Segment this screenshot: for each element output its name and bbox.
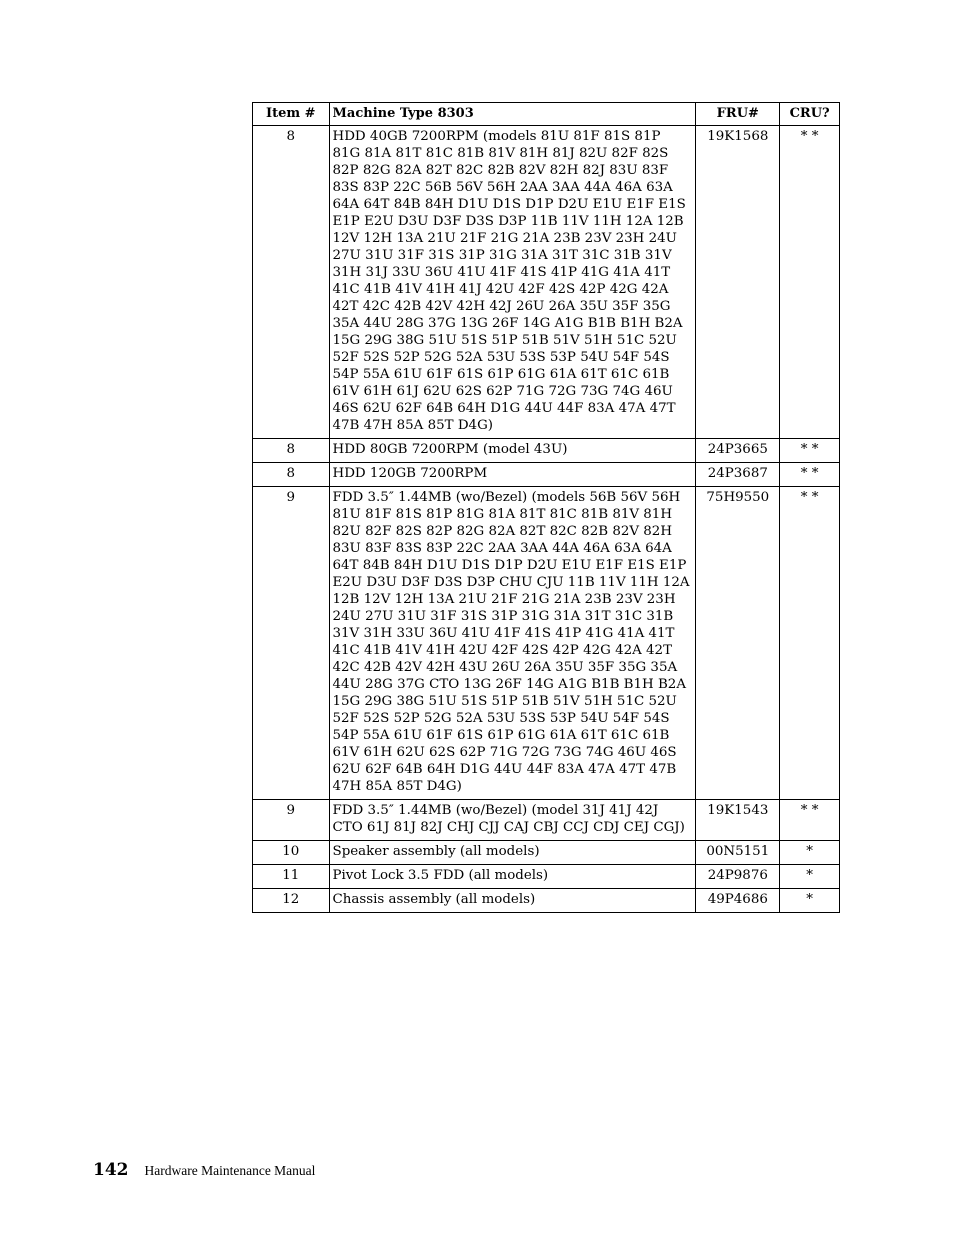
cell-cru: * *: [780, 439, 840, 463]
table-header-row: [253, 103, 840, 126]
table-row: [253, 889, 840, 913]
cell-item-number: 12: [253, 889, 330, 913]
fru-parts-table: [252, 102, 840, 913]
cell-item-number: 11: [253, 865, 330, 889]
cell-cru: *: [780, 889, 840, 913]
table-header: [253, 103, 840, 126]
table-row: [253, 439, 840, 463]
cell-item-number: 8: [253, 126, 330, 439]
cell-fru-number: 19K1568: [696, 126, 780, 439]
header-cru: CRU?: [780, 103, 840, 126]
cell-description: FDD 3.5″ 1.44MB (wo/Bezel) (model 31J 41J 42J CTO 61J 81J 82J CHJ CJJ CAJ CBJ CCJ CDJ CEJ CGJ): [329, 800, 696, 841]
cell-cru: *: [780, 841, 840, 865]
cell-item-number: 9: [253, 800, 330, 841]
header-fru-number: FRU#: [696, 103, 780, 126]
cell-fru-number: 19K1543: [696, 800, 780, 841]
cell-cru: * *: [780, 487, 840, 800]
page-number: 142: [93, 1160, 129, 1180]
header-machine-type: Machine Type 8303: [329, 103, 696, 126]
table-row: [253, 126, 840, 439]
cell-cru: * *: [780, 463, 840, 487]
table-row: [253, 463, 840, 487]
cell-cru: * *: [780, 800, 840, 841]
cell-fru-number: 24P9876: [696, 865, 780, 889]
cell-fru-number: 75H9550: [696, 487, 780, 800]
cell-item-number: 9: [253, 487, 330, 800]
cell-fru-number: 24P3665: [696, 439, 780, 463]
cell-description: FDD 3.5″ 1.44MB (wo/Bezel) (models 56B 56V 56H 81U 81F 81S 81P 81G 81A 81T 81C 81B 81V 81H 82U 82F 82S 82P 82G 82A 82T 82C 82B 82V 82H 83U 83F 83S 83P 22C 2AA 3AA 44A 46A 63A 64A 64T 84B 84H D1U D1S D1P D2U E1U E1F E1S E1P E2U D3U D3F D3S D3P CHU CJU 11B 11V 11H 12A 12B 12V 12H 13A 21U 21F 21G 21A 23B 23V 23H 24U 27U 31U 31F 31S 31P 31G 31A 31T 31C 31B 31V 31H 33U 36U 41U 41F 41S 41P 41G 41A 41T 41C 41B 41V 41H 42U 42F 42S 42P 42G 42A 42T 42C 42B 42V 42H 43U 26U 26A 35U 35F 35G 35A 44U 28G 37G CTO 13G 26F 14G A1G B1B B1H B2A 15G 29G 38G 51U 51S 51P 51B 51V 51H 51C 52U 52F 52S 52P 52G 52A 53U 53S 53P 54U 54F 54S 54P 55A 61U 61F 61S 61P 61G 61A 61T 61C 61B 61V 61H 62U 62S 62P 71G 72G 73G 74G 46U 46S 62U 62F 64B 64H D1G 44U 44F 83A 47A 47T 47B 47H 85A 85T D4G): [329, 487, 696, 800]
cell-fru-number: 24P3687: [696, 463, 780, 487]
cell-description: Chassis assembly (all models): [329, 889, 696, 913]
cell-fru-number: 00N5151: [696, 841, 780, 865]
cell-cru: * *: [780, 126, 840, 439]
cell-description: HDD 40GB 7200RPM (models 81U 81F 81S 81P 81G 81A 81T 81C 81B 81V 81H 81J 82U 82F 82S 82P 82G 82A 82T 82C 82B 82V 82H 82J 83U 83F 83S 83P 22C 56B 56V 56H 2AA 3AA 44A 46A 63A 64A 64T 84B 84H D1U D1S D1P D2U E1U E1F E1S E1P E2U D3U D3F D3S D3P 11B 11V 11H 12A 12B 12V 12H 13A 21U 21F 21G 21A 23B 23V 23H 24U 27U 31U 31F 31S 31P 31G 31A 31T 31C 31B 31V 31H 31J 33U 36U 41U 41F 41S 41P 41G 41A 41T 41C 41B 41V 41H 41J 42U 42F 42S 42P 42G 42A 42T 42C 42B 42V 42H 42J 26U 26A 35U 35F 35G 35A 44U 28G 37G 13G 26F 14G A1G B1B B1H B2A 15G 29G 38G 51U 51S 51P 51B 51V 51H 51C 52U 52F 52S 52P 52G 52A 53U 53S 53P 54U 54F 54S 54P 55A 61U 61F 61S 61P 61G 61A 61T 61C 61B 61V 61H 61J 62U 62S 62P 71G 72G 73G 74G 46U 46S 62U 62F 64B 64H D1G 44U 44F 83A 47A 47T 47B 47H 85A 85T D4G): [329, 126, 696, 439]
table-row: [253, 487, 840, 800]
cell-item-number: 8: [253, 463, 330, 487]
cell-description: HDD 80GB 7200RPM (model 43U): [329, 439, 696, 463]
table-body: [253, 126, 840, 913]
cell-description: Pivot Lock 3.5 FDD (all models): [329, 865, 696, 889]
cell-item-number: 8: [253, 439, 330, 463]
cell-item-number: 10: [253, 841, 330, 865]
table-row: [253, 800, 840, 841]
cell-cru: *: [780, 865, 840, 889]
cell-description: HDD 120GB 7200RPM: [329, 463, 696, 487]
table-row: [253, 865, 840, 889]
cell-description: Speaker assembly (all models): [329, 841, 696, 865]
header-item-number: Item #: [253, 103, 330, 126]
table-row: [253, 841, 840, 865]
manual-title: Hardware Maintenance Manual: [144, 1163, 316, 1178]
page-footer: [93, 1160, 315, 1180]
cell-fru-number: 49P4686: [696, 889, 780, 913]
